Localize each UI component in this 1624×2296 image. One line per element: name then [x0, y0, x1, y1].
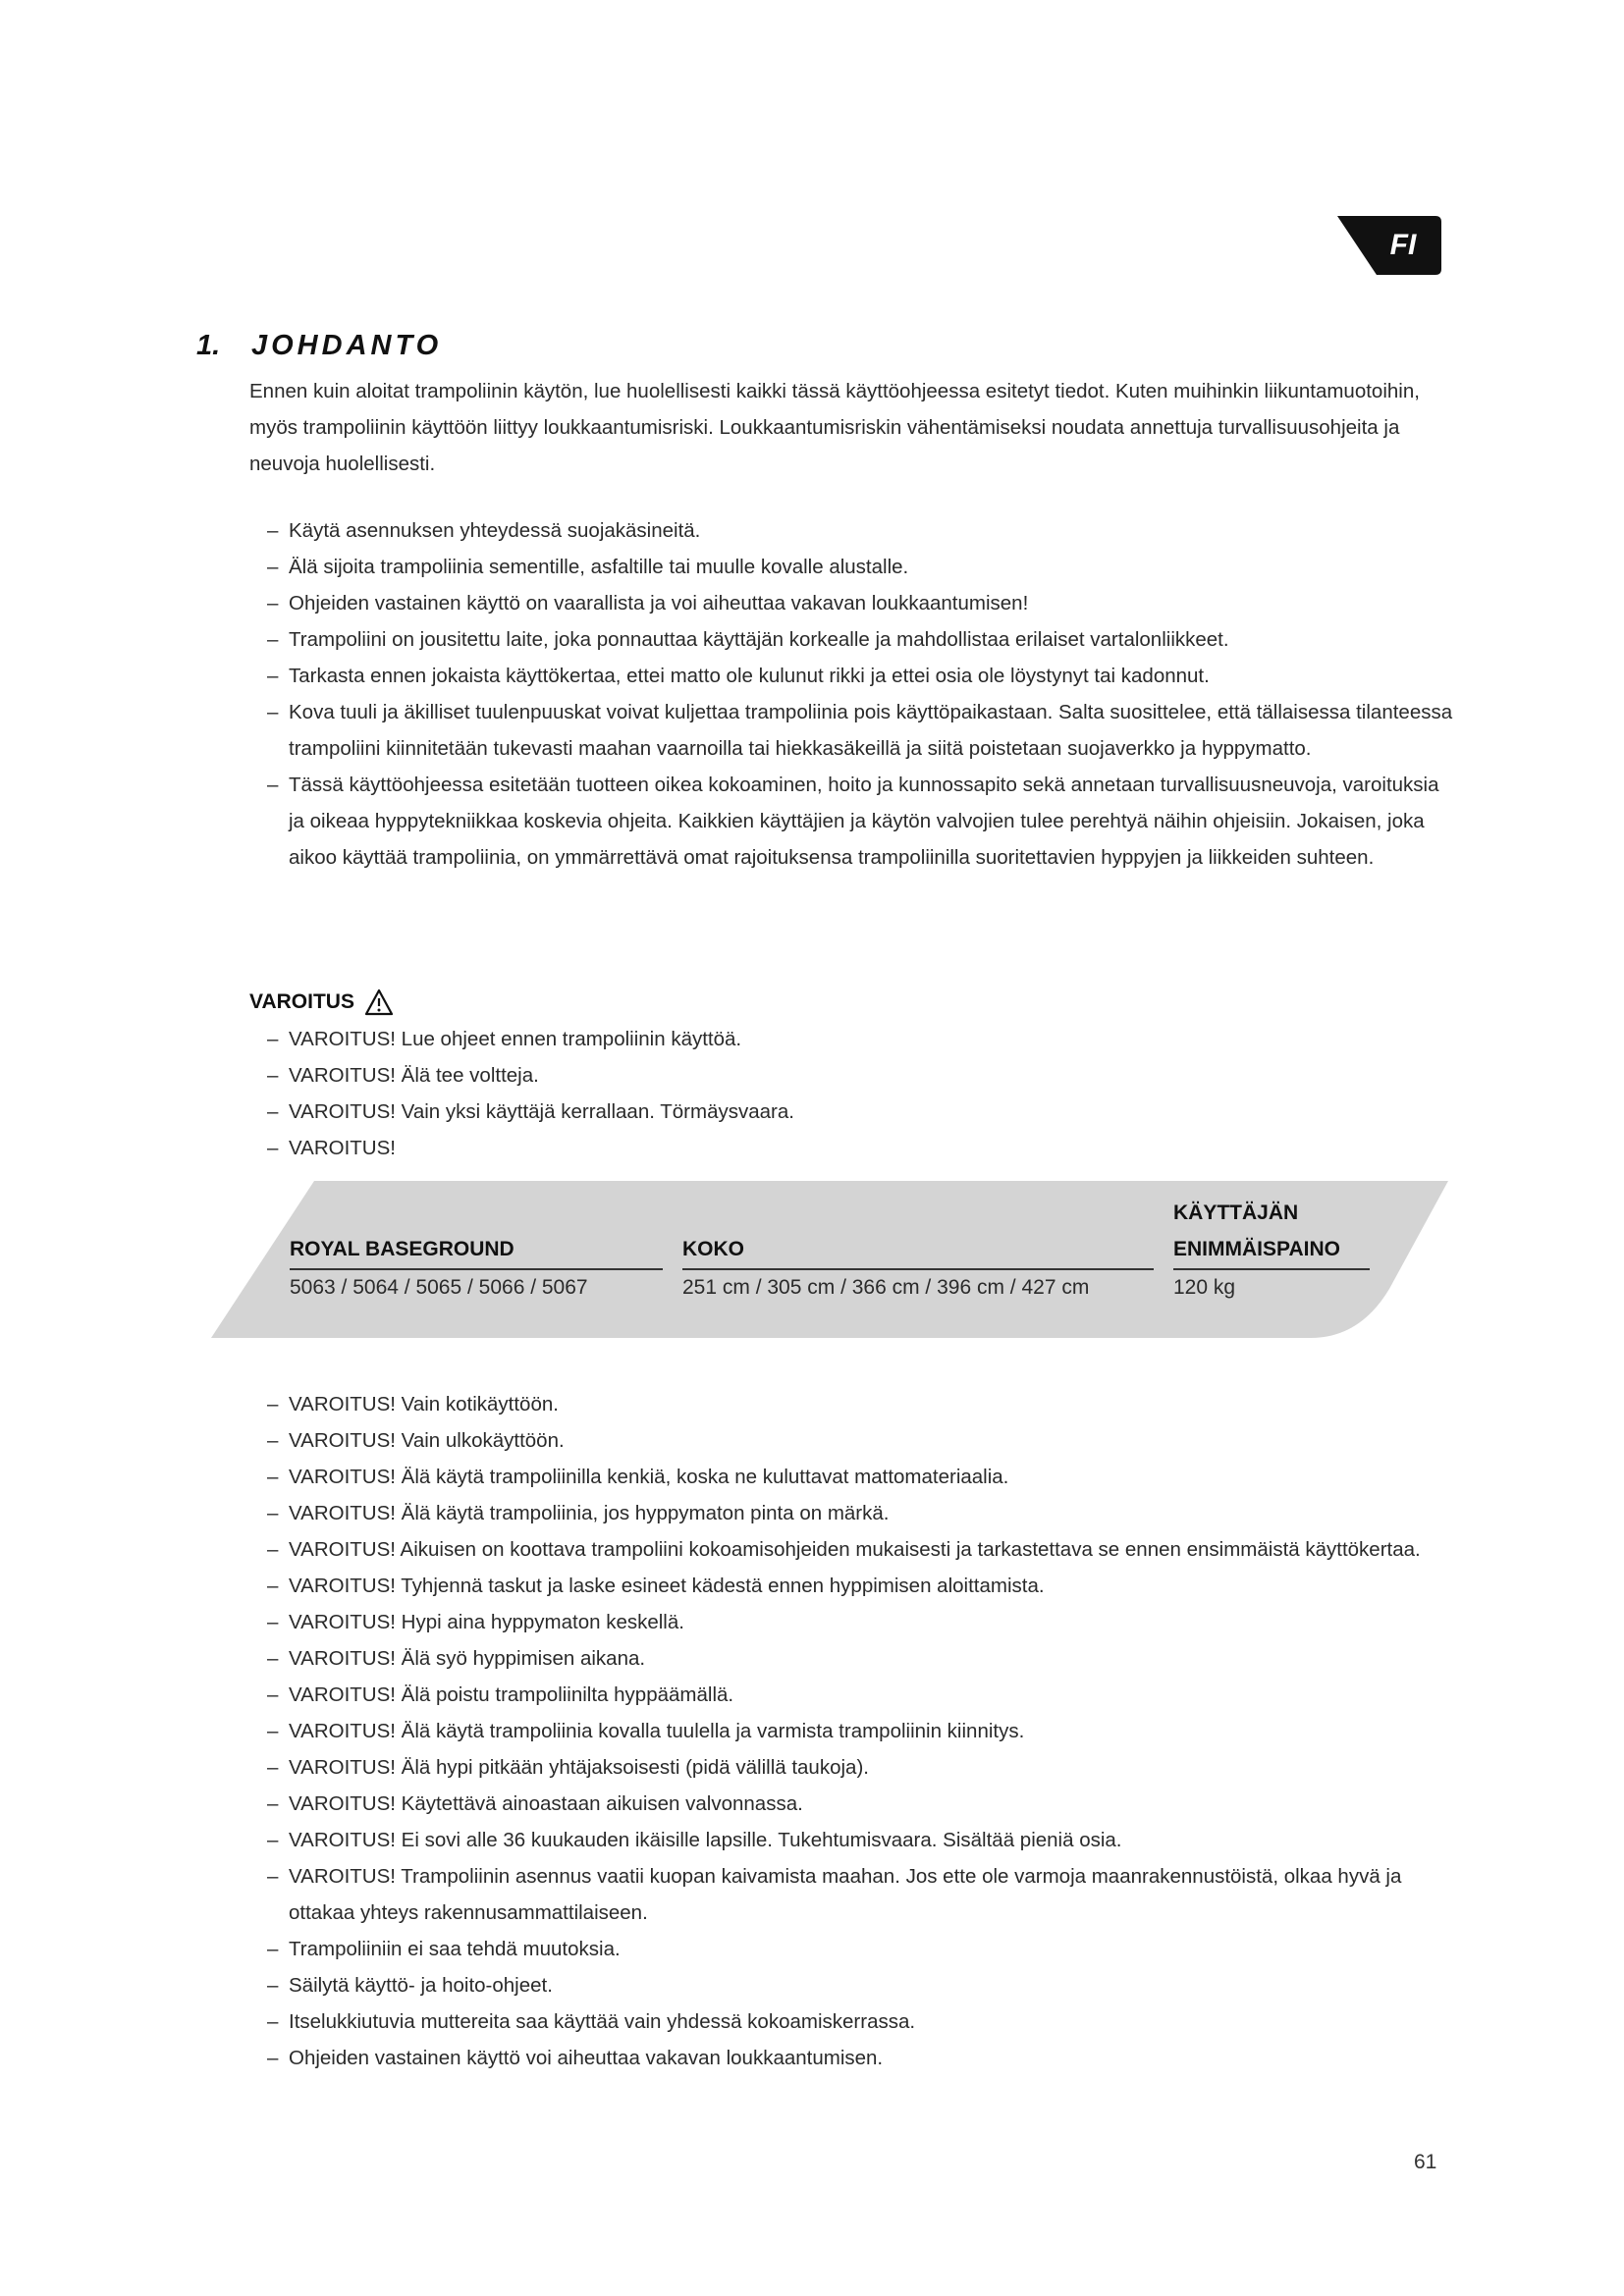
list-item: – Käytä asennuksen yhteydessä suojakäsineitä.	[267, 512, 1455, 549]
list-item: – VAROITUS! Vain yksi käyttäjä kerrallaan. Törmäysvaara.	[267, 1094, 1455, 1130]
model-header: ROYAL BASEGROUND	[290, 1238, 514, 1260]
list-item: – VAROITUS! Älä käytä trampoliinilla kenkiä, koska ne kuluttavat mattomateriaalia.	[267, 1459, 1455, 1495]
warning-heading-text: VAROITUS	[249, 990, 354, 1013]
safety-bullet-list	[267, 512, 1455, 876]
list-item: – VAROITUS! Älä hypi pitkään yhtäjaksoisesti (pidä välillä taukoja).	[267, 1749, 1455, 1786]
list-item: – Älä sijoita trampoliinia sementille, asfaltille tai muulle kovalle alustalle.	[267, 549, 1455, 585]
list-item: – Kova tuuli ja äkilliset tuulenpuuskat voivat kuljettaa trampoliinia pois käyttöpaikastaan. Salta suosittelee, että tällaisessa tilanteessa trampoliini kiinnitetään tukevasti maahan vaarnoilla tai hiekkasäkeillä ja siitä poistetaan suojaverkko ja hyppymatto.	[267, 694, 1455, 767]
section-number: 1.	[196, 330, 221, 361]
warning-heading	[249, 986, 394, 1019]
list-item: – VAROITUS! Tyhjennä taskut ja laske esineet kädestä ennen hyppimisen aloittamista.	[267, 1568, 1455, 1604]
section-title: JOHDANTO	[251, 330, 443, 361]
list-item: – VAROITUS! Hypi aina hyppymaton keskellä.	[267, 1604, 1455, 1640]
list-item: – Trampoliiniin ei saa tehdä muutoksia.	[267, 1931, 1455, 1967]
page-number: 61	[1414, 2151, 1437, 2173]
list-item: – VAROITUS! Älä tee voltteja.	[267, 1057, 1455, 1094]
additional-warning-list	[267, 1386, 1455, 2076]
list-item: – VAROITUS! Ei sovi alle 36 kuukauden ikäisille lapsille. Tukehtumisvaara. Sisältää pieniä osia.	[267, 1822, 1455, 1858]
size-value: 251 cm / 305 cm / 366 cm / 396 cm / 427 cm	[682, 1276, 1090, 1299]
max-weight-header-line2: ENIMMÄISPAINO	[1173, 1238, 1340, 1260]
list-item: – VAROITUS!	[267, 1130, 1455, 1166]
list-item: – VAROITUS! Älä käytä trampoliinia kovalla tuulella ja varmista trampoliinin kiinnitys.	[267, 1713, 1455, 1749]
list-item: – VAROITUS! Älä syö hyppimisen aikana.	[267, 1640, 1455, 1677]
list-item: – VAROITUS! Lue ohjeet ennen trampoliinin käyttöä.	[267, 1021, 1455, 1057]
list-item: – VAROITUS! Älä käytä trampoliinia, jos hyppymaton pinta on märkä.	[267, 1495, 1455, 1531]
list-item: – Ohjeiden vastainen käyttö voi aiheuttaa vakavan loukkaantumisen.	[267, 2040, 1455, 2076]
language-tab	[1337, 216, 1441, 275]
model-value: 5063 / 5064 / 5065 / 5066 / 5067	[290, 1276, 588, 1299]
language-label: FI	[1389, 229, 1417, 261]
intro-paragraph: Ennen kuin aloitat trampoliinin käytön, lue huolellisesti kaikki tässä käyttöohjeessa esitetyt tiedot. Kuten muihinkin liikuntamuotoihin, myös trampoliinin käyttöön liittyy loukkaantumisriski. Loukkaantumisriskin vähentämiseksi noudata annettuja turvallisuusohjeita ja neuvoja huolellisesti.	[249, 380, 1420, 475]
max-weight-header-line1: KÄYTTÄJÄN	[1173, 1201, 1299, 1224]
spec-table	[211, 1181, 1448, 1338]
list-item: – Tässä käyttöohjeessa esitetään tuotteen oikea kokoaminen, hoito ja kunnossapito sekä annetaan turvallisuusneuvoja, varoituksia ja oikeaa hyppytekniikkaa koskevia ohjeita. Kaikkien käyttäjien ja käytön valvojien tulee perehtyä näihin ohjeisiin. Jokaisen, joka aikoo käyttää trampoliinia, on ymmärrettävä omat rajoituksensa trampoliinilla suoritettavien hyppyjen ja liikkeiden suhteen.	[267, 767, 1455, 876]
warning-triangle-icon	[364, 988, 394, 1016]
max-weight-value: 120 kg	[1173, 1276, 1236, 1299]
size-header: KOKO	[682, 1238, 744, 1260]
list-item: – Trampoliini on jousitettu laite, joka ponnauttaa käyttäjän korkealle ja mahdollistaa erilaiset vartalonliikkeet.	[267, 621, 1455, 658]
list-item: – Ohjeiden vastainen käyttö on vaarallista ja voi aiheuttaa vakavan loukkaantumisen!	[267, 585, 1455, 621]
list-item: – VAROITUS! Vain kotikäyttöön.	[267, 1386, 1455, 1422]
list-item: – Säilytä käyttö- ja hoito-ohjeet.	[267, 1967, 1455, 2003]
list-item: – VAROITUS! Älä poistu trampoliinilta hyppäämällä.	[267, 1677, 1455, 1713]
list-item: – VAROITUS! Käytettävä ainoastaan aikuisen valvonnassa.	[267, 1786, 1455, 1822]
list-item: – VAROITUS! Vain ulkokäyttöön.	[267, 1422, 1455, 1459]
list-item: – VAROITUS! Trampoliinin asennus vaatii kuopan kaivamista maahan. Jos ette ole varmoja maanrakennustöistä, olkaa hyvä ja ottakaa yhteys rakennusammattilaiseen.	[267, 1858, 1455, 1931]
section-heading	[196, 330, 442, 362]
list-item: – VAROITUS! Aikuisen on koottava trampoliini kokoamisohjeiden mukaisesti ja tarkastettava se ennen ensimmäistä käyttökertaa.	[267, 1531, 1455, 1568]
list-item: – Itselukkiutuvia muttereita saa käyttää vain yhdessä kokoamiskerrassa.	[267, 2003, 1455, 2040]
warning-list	[267, 1021, 1455, 1166]
list-item: – Tarkasta ennen jokaista käyttökertaa, ettei matto ole kulunut rikki ja ettei osia ole löystynyt tai kadonnut.	[267, 658, 1455, 694]
